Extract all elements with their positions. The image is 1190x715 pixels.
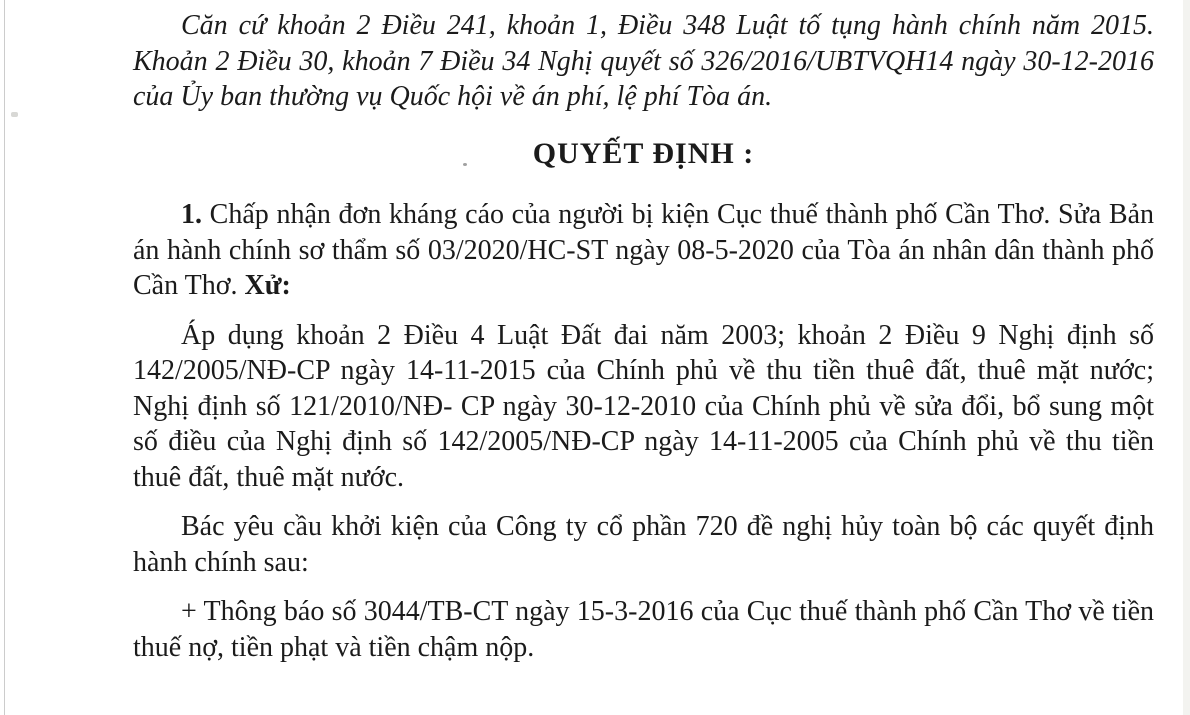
scan-edge-strip	[1183, 0, 1190, 715]
apply-law-paragraph: Áp dụng khoản 2 Điều 4 Luật Đất đai năm 2003; khoản 2 Điều 9 Nghị định số 142/2005/NĐ-CP ngày 14-11-2015 của Chính phủ về thu tiền thuê đất, thuê mặt nước; Nghị định số 121/2010/NĐ- CP ngày 30-12-2010 của Chính phủ về sửa đổi, bổ sung một số điều của Nghị định số 142/2005/NĐ-CP ngày 14-11-2005 của Chính phủ về thu tiền thuê đất, thuê mặt nước.	[133, 319, 1154, 493]
scan-noise-speck	[11, 112, 18, 117]
decision-item-1	[133, 197, 1154, 304]
decision-heading: QUYẾT ĐỊNH :	[532, 136, 755, 170]
decision-item-1-bold-tail: Xử:	[244, 270, 291, 301]
legal-basis-paragraph: Căn cứ khoản 2 Điều 241, khoản 1, Điều 348 Luật tố tụng hành chính năm 2015. Khoản 2 Điều 30, khoản 7 Điều 34 Nghị quyết số 326/2016/UBTVQH14 ngày 30-12-2016 của Ủy ban thường vụ Quốc hội về án phí, lệ phí Tòa án.	[133, 10, 1154, 112]
reject-claim-paragraph: Bác yêu cầu khởi kiện của Công ty cổ phần 720 đề nghị hủy toàn bộ các quyết định hành chính sau:	[133, 511, 1154, 578]
document-content	[133, 8, 1154, 679]
scan-edge-line	[4, 0, 5, 715]
decision-item-1-text: Chấp nhận đơn kháng cáo của người bị kiện Cục thuế thành phố Cần Thơ. Sửa Bản án hành chính sơ thẩm số 03/2020/HC-ST ngày 08-5-2020 của Tòa án nhân dân thành phố Cần Thơ.	[133, 199, 1154, 301]
decision-item-1-number: 1.	[181, 199, 202, 230]
notice-paragraph: + Thông báo số 3044/TB-CT ngày 15-3-2016 của Cục thuế thành phố Cần Thơ về tiền thuế nợ, tiền phạt và tiền chậm nộp.	[133, 596, 1154, 663]
